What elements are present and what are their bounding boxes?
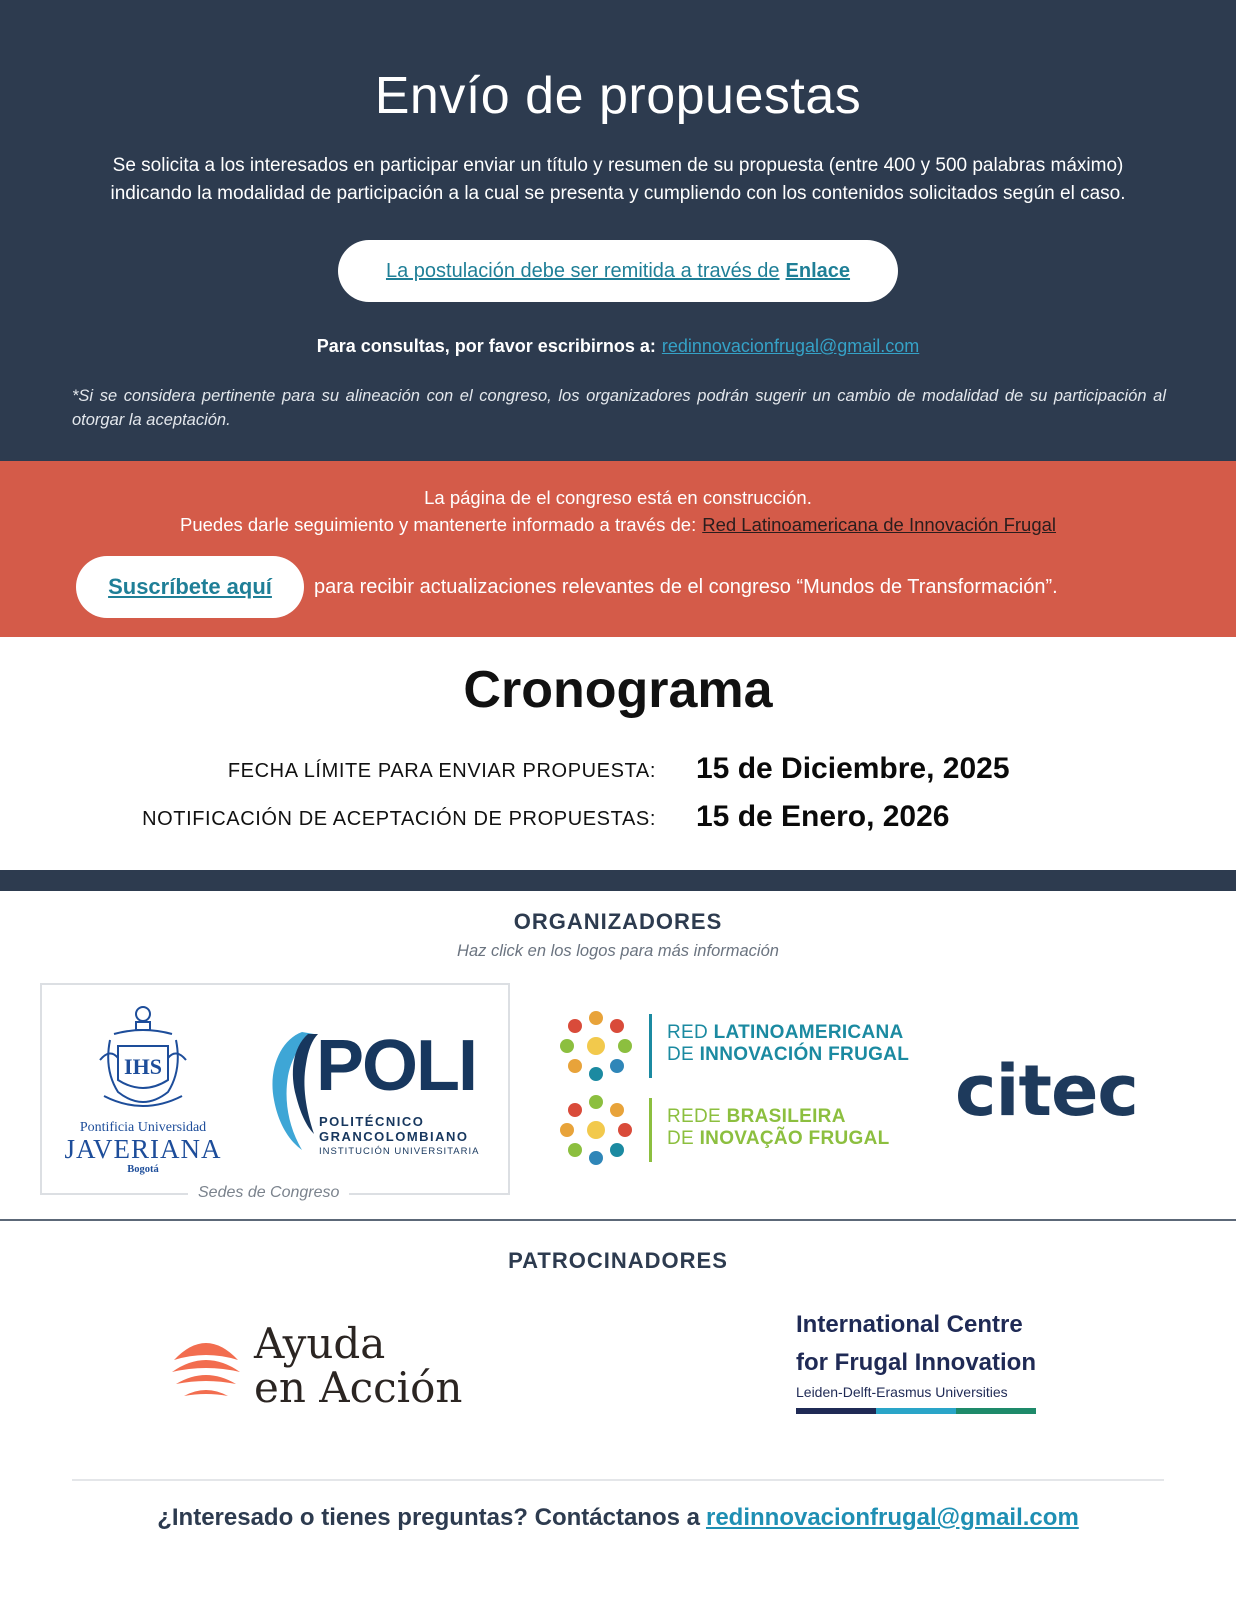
notice-line-2 bbox=[0, 514, 1236, 536]
application-link-text[interactable]: La postulación debe ser remitida a través de bbox=[385, 259, 780, 282]
sponsors-heading: PATROCINADORES bbox=[508, 1248, 728, 1273]
section-divider bbox=[0, 1219, 1236, 1221]
schedule-date: 15 de Enero, 2026 bbox=[696, 800, 950, 833]
poli-wordmark: POLI bbox=[316, 1026, 477, 1106]
schedule-label: FECHA LÍMITE PARA ENVIAR PROPUESTA: bbox=[227, 760, 656, 782]
poli-line-1: POLITÉCNICO bbox=[319, 1114, 425, 1129]
rede-brasil-flower-icon bbox=[555, 1094, 637, 1166]
rede-brasil-text bbox=[667, 1106, 890, 1150]
submissions-section bbox=[0, 0, 1236, 461]
red-latam-line-2a: DE bbox=[667, 1044, 694, 1065]
construction-notice bbox=[0, 461, 1236, 637]
poli-line-3: INSTITUCIÓN UNIVERSITARIA bbox=[319, 1146, 480, 1157]
icfi-line-1: International Centre bbox=[796, 1311, 1023, 1338]
organizers-subheading: Haz click en los logos para más información bbox=[457, 942, 779, 960]
schedule-row bbox=[0, 750, 1236, 790]
poli-logo[interactable] bbox=[262, 1026, 492, 1170]
application-link-button[interactable] bbox=[338, 240, 898, 302]
icfi-color-bars bbox=[796, 1408, 1056, 1414]
red-latam-line-2b: INNOVACIÓN FRUGAL bbox=[699, 1044, 910, 1065]
notice-line-1: La página de el congreso está en construcción. bbox=[424, 487, 812, 508]
javeriana-crest-icon bbox=[84, 1000, 202, 1118]
intro-line-2: indicando la modalidad de participación a la cual se presenta y cumpliendo con los contenidos solicitados según el caso. bbox=[110, 183, 1126, 204]
notice-line-2-text: Puedes darle seguimiento y mantenerte informado a través de: bbox=[179, 514, 697, 535]
icfi-line-3: Leiden-Delft-Erasmus Universities bbox=[796, 1384, 1008, 1400]
frugal-networks-logo[interactable] bbox=[555, 1010, 935, 1178]
schedule-date: 15 de Diciembre, 2025 bbox=[696, 752, 1010, 785]
poli-line-2: GRANCOLOMBIANO bbox=[319, 1129, 469, 1144]
contact-label: Para consultas, por favor escribirnos a: bbox=[316, 336, 656, 356]
schedule-label: NOTIFICACIÓN DE ACEPTACIÓN DE PROPUESTAS: bbox=[142, 808, 656, 830]
icfi-logo[interactable] bbox=[796, 1306, 1056, 1416]
red-latam-divider bbox=[649, 1014, 652, 1078]
schedule-row bbox=[0, 798, 1236, 838]
ayuda-shell-icon bbox=[168, 1330, 244, 1406]
red-latam-flower-icon bbox=[555, 1010, 637, 1082]
red-latam-text bbox=[667, 1022, 909, 1066]
ayuda-en-accion-logo[interactable] bbox=[168, 1319, 468, 1412]
submissions-intro bbox=[60, 152, 1176, 208]
rede-brasil-line-2b: INOVAÇÃO FRUGAL bbox=[699, 1128, 890, 1149]
citec-logo[interactable]: citec bbox=[955, 1050, 1138, 1132]
red-latam-link[interactable]: Red Latinoamericana de Innovación Frugal bbox=[702, 514, 1057, 535]
organizers-heading: ORGANIZADORES bbox=[513, 909, 723, 934]
rede-brasil-line-2a: DE bbox=[667, 1128, 694, 1149]
red-latam-line-1a: RED bbox=[667, 1022, 709, 1043]
ayuda-wordmark bbox=[254, 1319, 463, 1412]
red-latam-line-1b: LATINOAMERICANA bbox=[713, 1022, 904, 1043]
footer-divider bbox=[72, 1479, 1164, 1481]
section-band bbox=[0, 870, 1236, 891]
footer-contact bbox=[0, 1504, 1236, 1532]
subscribe-description: para recibir actualizaciones relevantes de el congreso “Mundos de Transformación”. bbox=[314, 576, 1058, 598]
schedule-title: Cronograma bbox=[463, 661, 773, 719]
footer-email-link[interactable]: redinnovacionfrugal@gmail.com bbox=[705, 1504, 1079, 1531]
intro-line-1: Se solicita a los interesados en participar enviar un título y resumen de su propuesta (entre 400 y 500 palabras máximo) bbox=[112, 155, 1124, 176]
contact-email-link[interactable]: redinnovacionfrugal@gmail.com bbox=[661, 336, 920, 356]
contact-line bbox=[0, 336, 1236, 357]
svg-text:IHS: IHS bbox=[124, 1054, 162, 1079]
footer-text: ¿Interesado o tienes preguntas? Contáctanos a bbox=[157, 1504, 700, 1531]
javeriana-logo[interactable] bbox=[58, 1000, 228, 1180]
javeriana-line-2: JAVERIANA bbox=[64, 1134, 222, 1164]
modality-note: *Si se considera pertinente para su alineación con el congreso, los organizadores podrán sugerir un cambio de modalidad de su participación al otorgar la aceptación. bbox=[72, 387, 1166, 429]
ayuda-line-2: en Acción bbox=[254, 1363, 463, 1412]
application-link-strong[interactable]: Enlace bbox=[785, 259, 851, 282]
venues-label: Sedes de Congreso bbox=[188, 1184, 349, 1202]
rede-brasil-line-1b: BRASILEIRA bbox=[726, 1106, 846, 1127]
javeriana-line-1: Pontificia Universidad bbox=[79, 1120, 207, 1135]
javeriana-line-3: Bogotá bbox=[127, 1164, 159, 1175]
ayuda-line-1: Ayuda bbox=[254, 1319, 386, 1368]
rede-brasil-line-1a: REDE bbox=[667, 1106, 721, 1127]
submissions-title: Envío de propuestas bbox=[374, 67, 862, 125]
subscribe-button[interactable]: Suscríbete aquí bbox=[76, 556, 304, 618]
icfi-line-2: for Frugal Innovation bbox=[796, 1349, 1036, 1376]
poli-wave-icon bbox=[262, 1030, 320, 1152]
rede-brasil-divider bbox=[649, 1098, 652, 1162]
